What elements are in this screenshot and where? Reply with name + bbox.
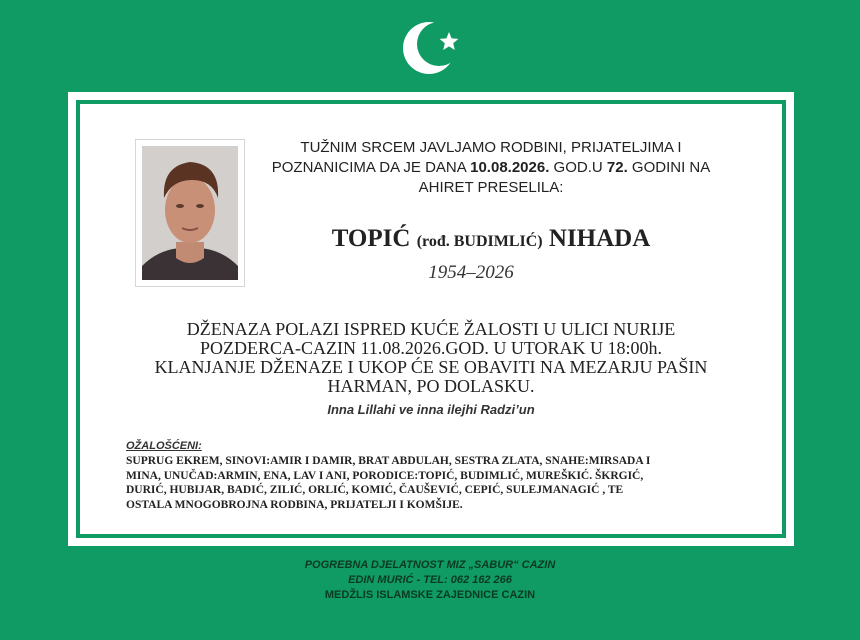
mourners-list xyxy=(126,454,740,512)
given-name: NIHADA xyxy=(548,225,651,252)
intro-line-2-end: GODINI NA xyxy=(627,159,711,176)
obituary-content xyxy=(86,110,776,528)
age: 72. xyxy=(606,159,628,176)
mourners-title: OŽALOŠĆENI: xyxy=(126,440,202,452)
crescent-star-icon xyxy=(401,18,461,78)
intro-line-2-start: POZNANICIMA DA JE DANA xyxy=(271,159,471,176)
intro-line-2-mid: GOD.U xyxy=(549,159,607,176)
announcement-text xyxy=(256,138,726,198)
footer-line-3: MEDŽLIS ISLAMSKE ZAJEDNICE CAZIN xyxy=(324,589,536,601)
funeral-line-4: HARMAN, PO DOLASKU. xyxy=(327,376,535,396)
deceased-name xyxy=(256,224,726,257)
intro-line-2 xyxy=(256,158,726,178)
mourners-line-3: DURIĆ, HUBIJAR, BADIĆ, ZILIĆ, ORLIĆ, KOMIĆ, ČAUŠEVIĆ, CEPIĆ, SULEJMANAGIĆ , TE xyxy=(126,484,624,496)
mourners-line-1: SUPRUG EKREM, SINOVI:AMIR I DAMIR, BRAT ABDULAH, SESTRA ZLATA, SNAHE:MIRSADA I xyxy=(126,455,651,467)
prayer-text: Inna Lillahi ve inna ilejhi Radzi’un xyxy=(327,402,535,417)
footer-line-2: EDIN MURIĆ - TEL: 062 162 266 xyxy=(348,574,512,586)
funeral-details xyxy=(106,320,756,396)
mourners-line-2: MINA, UNUČAD:ARMIN, ENA, LAV I ANI, PORODICE:TOPIĆ, BUDIMLIĆ, MUREŠKIĆ. ŠKRGIĆ, xyxy=(126,469,644,482)
intro-line-1: TUŽNIM SRCEM JAVLJAMO RODBINI, PRIJATELJIMA I xyxy=(300,139,682,156)
funeral-line-3: KLANJANJE DŽENAZE I UKOP ĆE SE OBAVITI NA MEZARJU PAŠIN xyxy=(154,357,708,377)
deceased-photo xyxy=(136,140,244,286)
intro-line-3: AHIRET PRESELILA: xyxy=(418,179,564,196)
surname: TOPIĆ xyxy=(331,225,411,252)
footer-line-1: POGREBNA DJELATNOST MIZ „SABUR“ CAZIN xyxy=(304,559,556,571)
death-date: 10.08.2026. xyxy=(470,159,550,176)
green-border-frame xyxy=(76,100,786,538)
mourners-line-4: OSTALA MNOGOBROJNA RODBINA, PRIJATELJI I KOMŠIJE. xyxy=(126,498,463,511)
maiden-name: (rođ. BUDIMLIĆ) xyxy=(416,233,543,250)
life-years: 1954–2026 xyxy=(428,262,514,283)
funeral-line-2: POZDERCA-CAZIN 11.08.2026.GOD. U UTORAK U 18:00h. xyxy=(200,338,662,358)
portrait-photo xyxy=(142,146,238,280)
funeral-service-footer xyxy=(240,558,620,603)
funeral-line-1: DŽENAZA POLAZI ISPRED KUĆE ŽALOSTI U ULICI NURIJE xyxy=(186,319,676,339)
obituary-card xyxy=(68,92,794,546)
